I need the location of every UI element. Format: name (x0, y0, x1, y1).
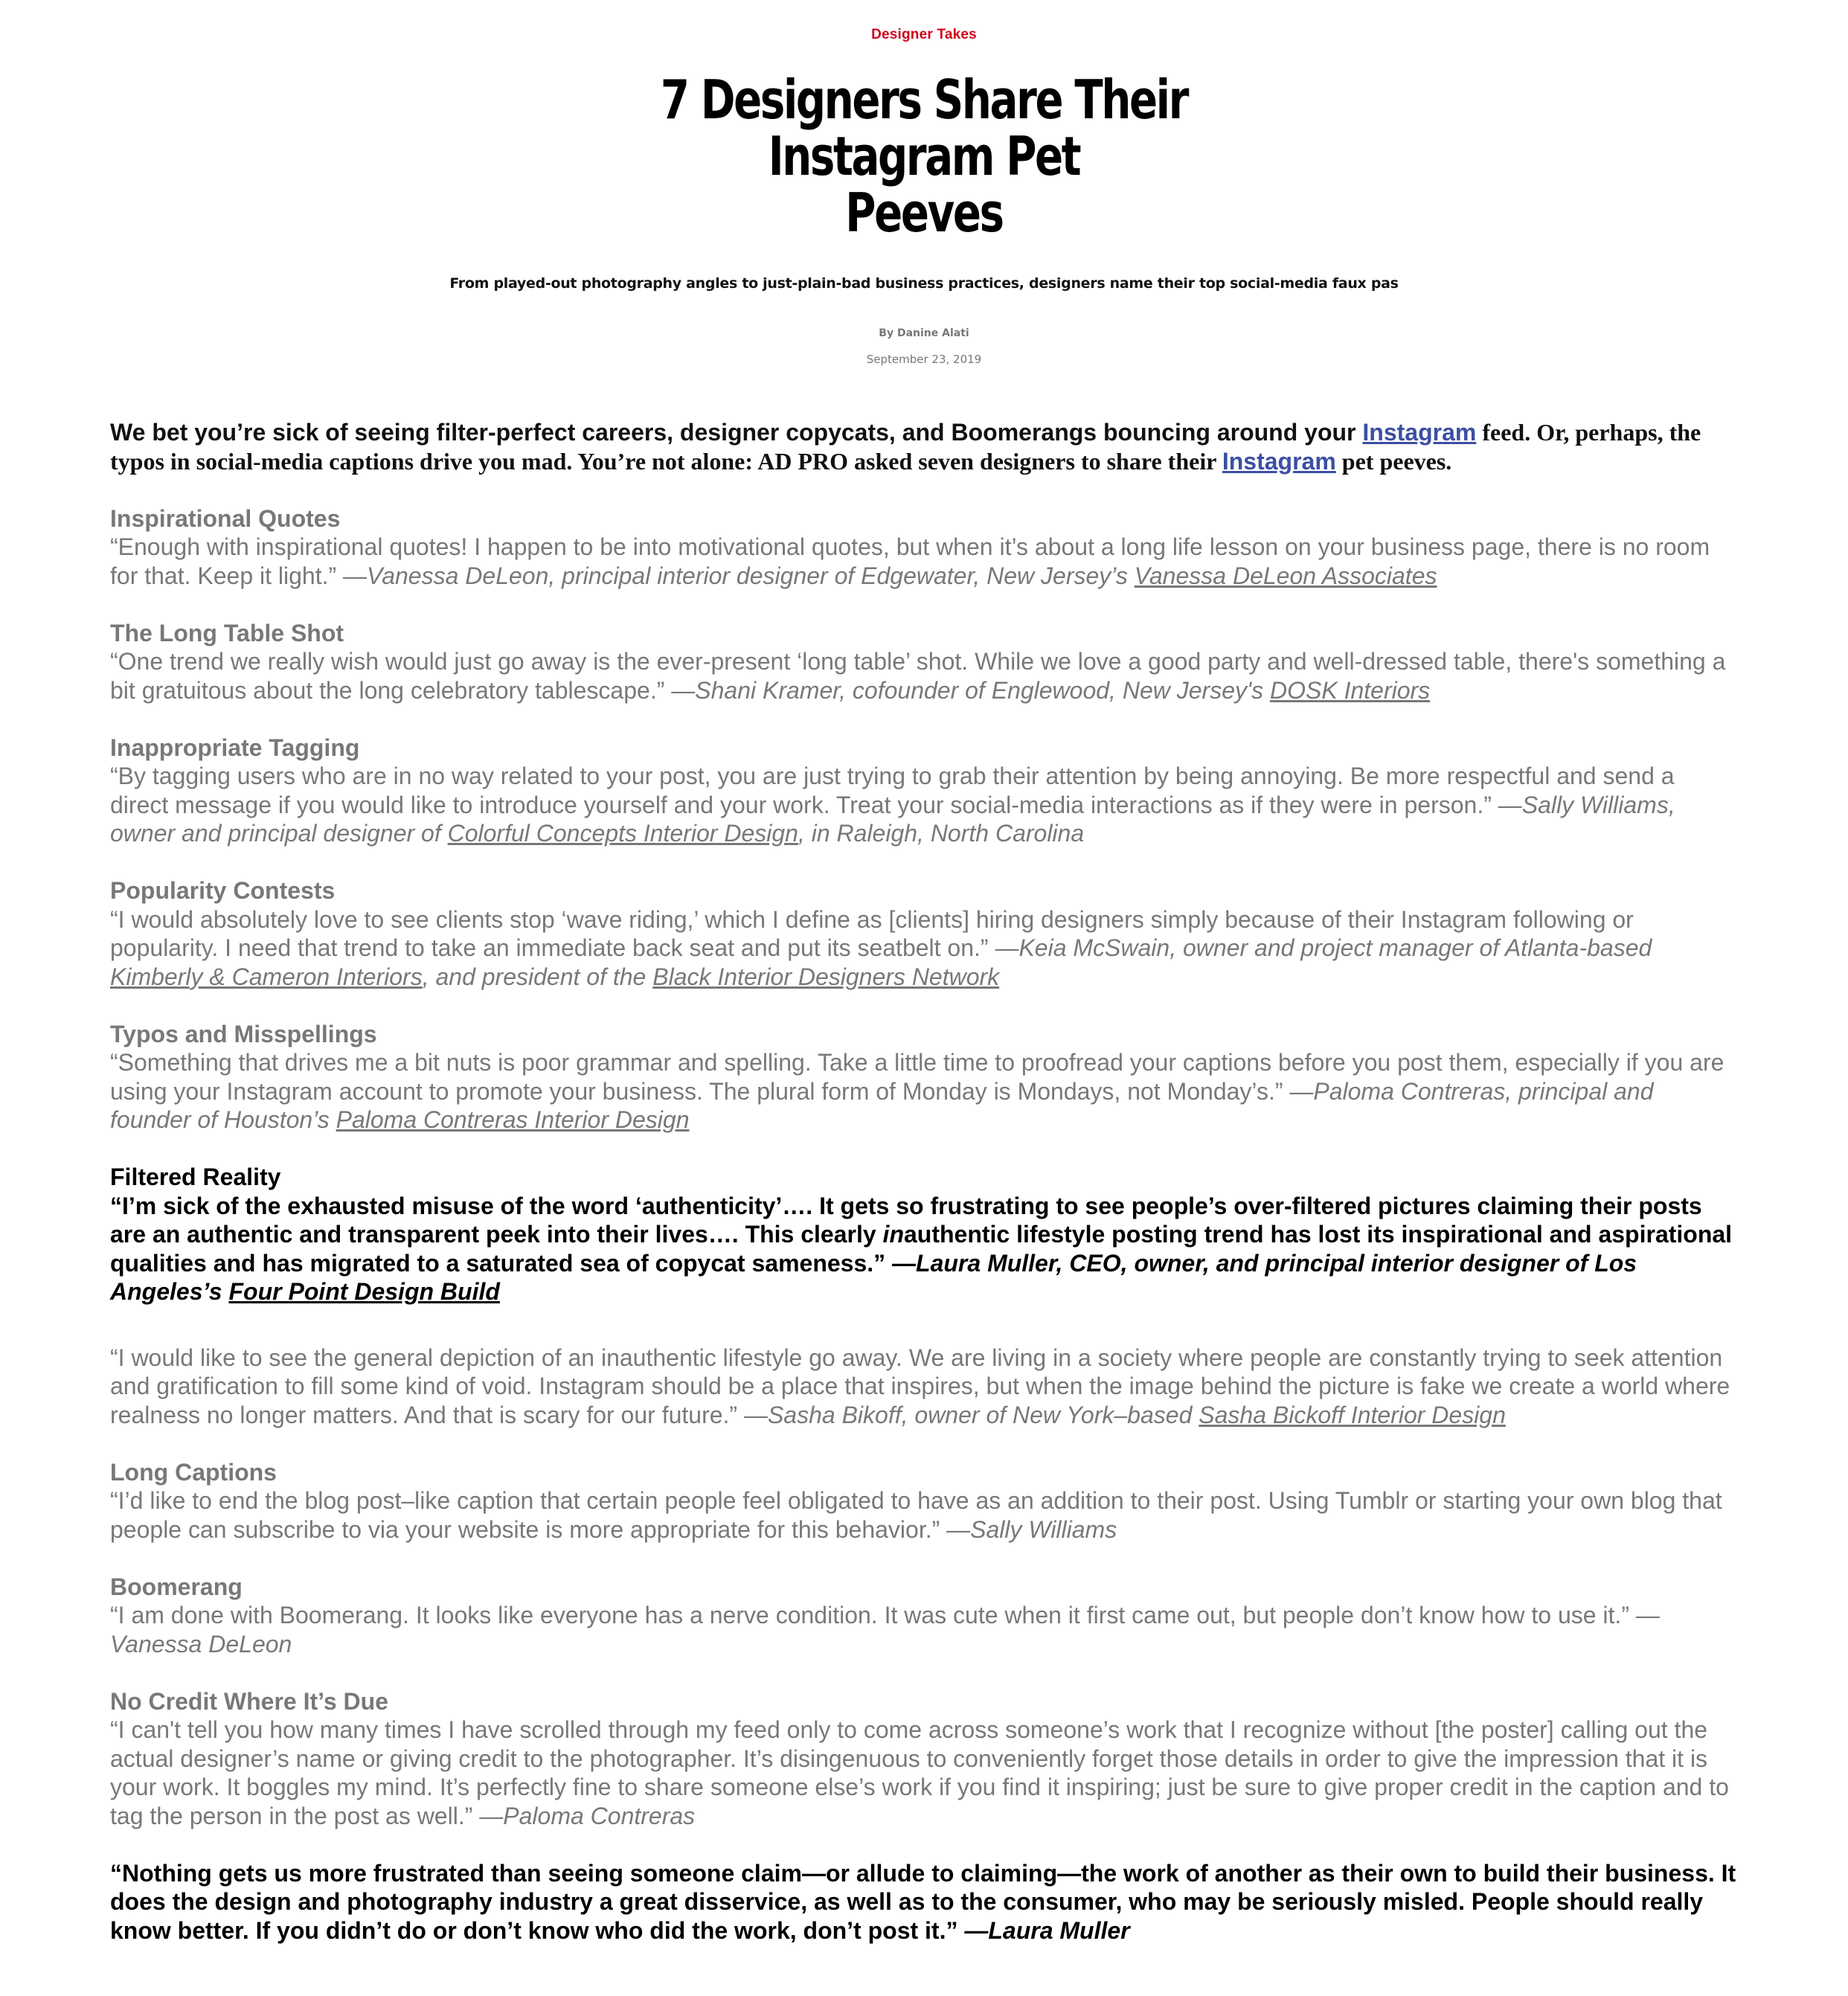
dosk-interiors-link[interactable]: DOSK Interiors (1269, 676, 1431, 704)
section-heading: Inappropriate Tagging (110, 734, 360, 761)
article-title (591, 68, 1258, 244)
section-heading: Inspirational Quotes (110, 504, 341, 532)
section-inappropriate-tagging (110, 734, 1738, 848)
section-heading: Popularity Contests (110, 877, 336, 904)
section-quote (110, 1192, 1738, 1306)
section-no-credit (110, 1687, 1738, 1831)
section-closing-quote (110, 1859, 1738, 1945)
category-kicker-link[interactable]: Designer Takes (871, 27, 977, 42)
sasha-bickoff-link[interactable]: Sasha Bickoff Interior Design (1199, 1401, 1506, 1428)
attribution-text: —Laura Muller, CEO, owner, and principal interior designer of Los Angeles’s (110, 1249, 1637, 1305)
section-heading: Boomerang (110, 1573, 243, 1600)
attribution: —Paloma Contreras (479, 1802, 696, 1829)
section-heading: No Credit Where It’s Due (110, 1687, 388, 1715)
attribution-text: —Keia McSwain, owner and project manager of Atlanta-based (995, 934, 1652, 961)
section-quote (110, 1859, 1738, 1945)
quote-text-2: authentic lifestyle posting trend has lost its inspirational and aspirational qualities and has migrated to a saturated sea of copycat sameness.” (110, 1221, 1733, 1277)
section-heading: The Long Table Shot (110, 619, 344, 646)
quote-text: “I am done with Boomerang. It looks like everyone has a nerve condition. It was cute when it first came out, but people don’t know how to use it.” (110, 1602, 1636, 1628)
section-long-table-shot (110, 619, 1738, 705)
attribution-text: —Paloma Contreras, principal and founder of Houston’s (110, 1077, 1654, 1133)
section-quote (110, 647, 1738, 705)
section-boomerang (110, 1573, 1738, 1659)
attribution-text: —Vanessa DeLeon, principal interior designer of Edgewater, New Jersey’s (343, 562, 1135, 589)
section-quote (110, 1486, 1738, 1544)
four-point-design-build-link[interactable]: Four Point Design Build (228, 1278, 500, 1305)
byline[interactable]: By Danine Alati (879, 327, 969, 339)
attribution (343, 562, 1437, 589)
section-heading: Typos and Misspellings (110, 1020, 377, 1047)
attribution-text: —Sally Williams, owner and principal designer of (110, 791, 1675, 847)
section-filtered-reality (110, 1163, 1738, 1306)
quote-text: “I can't tell you how many times I have scrolled through my feed only to come across someone’s work that I recognize without [the poster] calling out the actual designer’s name or giving credit to the photographer. It’s disingenuous to conveniently forget those details in order to give the impression that it is your work. It boggles my mind. It’s perfectly fine to share someone else’s work if you find it inspiring; just be sure to give proper credit in the caption and to tag the person in the post as well.” (110, 1716, 1729, 1829)
paloma-contreras-link[interactable]: Paloma Contreras Interior Design (336, 1106, 690, 1133)
black-interior-designers-network-link[interactable]: Black Interior Designers Network (652, 963, 1000, 990)
section-heading: Long Captions (110, 1458, 277, 1486)
quote-text: “One trend we really wish would just go away is the ever-present ‘long table’ shot. While we love a good party and well-dressed table, there's something a bit gratuitous about the long celebratory tablescape.” (110, 648, 1726, 704)
quote-text: “I would absolutely love to see clients stop ‘wave riding,’ which I define as [clients] hiring designers simply because of their Instagram following or popularity. I need that trend to take an immediate back seat and put its seatbelt on.” (110, 905, 1634, 961)
title-line-1: 7 Designers Share Their Instagram Pet (660, 68, 1188, 187)
quote-text: “Something that drives me a bit nuts is poor grammar and spelling. Take a little time to proofread your captions before you post them, especially if you are using your Instagram account to promote your business. The plural form of Monday is Mondays, not Monday’s.” (110, 1049, 1725, 1105)
attribution-text-mid: , and president of the (422, 963, 653, 990)
section-bikoff-quote (110, 1344, 1738, 1430)
attribution-text-end: , in Raleigh, North Carolina (798, 820, 1085, 847)
section-quote (110, 1344, 1738, 1430)
section-quote (110, 1601, 1738, 1658)
section-long-captions (110, 1458, 1738, 1544)
attribution: —Laura Muller (964, 1916, 1130, 1944)
quote-text: “Nothing gets us more frustrated than seeing someone claim—or allude to claiming—the work of another as their own to build their business. It does the design and photography industry a great disservice, as well as to the consumer, who may be seriously misled. People should really know better. If you didn’t do or don’t know who did the work, don’t post it.” (110, 1859, 1736, 1944)
quote-emphasis: in (882, 1221, 904, 1248)
section-popularity-contests (110, 876, 1738, 991)
section-quote (110, 533, 1738, 590)
publish-date: September 23, 2019 (866, 353, 982, 366)
quote-text: “I’m sick of the exhausted misuse of the word ‘authenticity’…. It gets so frustrating to see people’s over-filtered pictures claiming their posts are an authentic and transparent peek into their lives…. This clearly (110, 1192, 1702, 1248)
quote-text: “Enough with inspirational quotes! I happen to be into motivational quotes, but when it’s about a long life lesson on your business page, there is no room for that. Keep it light.” (110, 533, 1710, 589)
instagram-link-1[interactable]: Instagram (1362, 419, 1477, 446)
quote-text: “I would like to see the general depiction of an inauthentic lifestyle go away. We are living in a society where people are constantly trying to seek attention and gratification to fill some kind of void. Instagram should be a place that inspires, but when the image behind the picture is fake we create a world where realness no longer matters. And that is scary for our future.” (110, 1344, 1730, 1428)
section-heading: Filtered Reality (110, 1164, 281, 1190)
quote-text: “I’d like to end the blog post–like caption that certain people feel obligated to have as an addition to their post. Using Tumblr or starting your own blog that people can subscribe to via your website is more appropriate for this behavior.” (110, 1487, 1722, 1543)
article-body (110, 418, 1738, 1945)
intro-text-1: We bet you’re sick of seeing filter-perfect careers, designer copycats, and Boomerangs bouncing around your (110, 419, 1363, 446)
attribution (671, 677, 1430, 704)
attribution-text: —Sasha Bikoff, owner of New York–based (743, 1401, 1199, 1428)
attribution (744, 1402, 1506, 1428)
colorful-concepts-link[interactable]: Colorful Concepts Interior Design (447, 820, 798, 847)
quote-text: “By tagging users who are in no way related to your post, you are just trying to grab their attention by being annoying. Be more respectful and send a direct message if you would like to introduce yourself and your work. Treat your social-media interactions as if they were in person.” (110, 763, 1675, 818)
section-typos (110, 1020, 1738, 1135)
section-quote (110, 1716, 1738, 1830)
intro-text-2: feed. Or, perhaps, the typos in social-media captions drive you mad. You’re not alone: AD PRO asked seven designers to share their (110, 419, 1701, 475)
attribution: —Vanessa DeLeon (110, 1602, 1660, 1658)
attribution-text: —Shani Kramer, cofounder of Englewood, New Jersey's (671, 676, 1270, 704)
section-quote (110, 905, 1738, 992)
article-subtitle: From played-out photography angles to just-plain-bad business practices, designers name their top social-media faux pas (449, 275, 1399, 292)
vanessa-deleon-associates-link[interactable]: Vanessa DeLeon Associates (1134, 562, 1437, 589)
article-header (110, 0, 1738, 366)
title-line-2: Peeves (845, 182, 1003, 244)
instagram-link-2[interactable]: Instagram (1222, 447, 1336, 475)
section-quote (110, 762, 1738, 848)
attribution: —Sally Williams (946, 1515, 1117, 1543)
section-inspirational-quotes (110, 504, 1738, 591)
intro-text-3: pet peeves. (1335, 447, 1452, 475)
kimberly-cameron-link[interactable]: Kimberly & Cameron Interiors (110, 963, 423, 990)
section-quote (110, 1048, 1738, 1135)
intro-paragraph (110, 418, 1738, 475)
